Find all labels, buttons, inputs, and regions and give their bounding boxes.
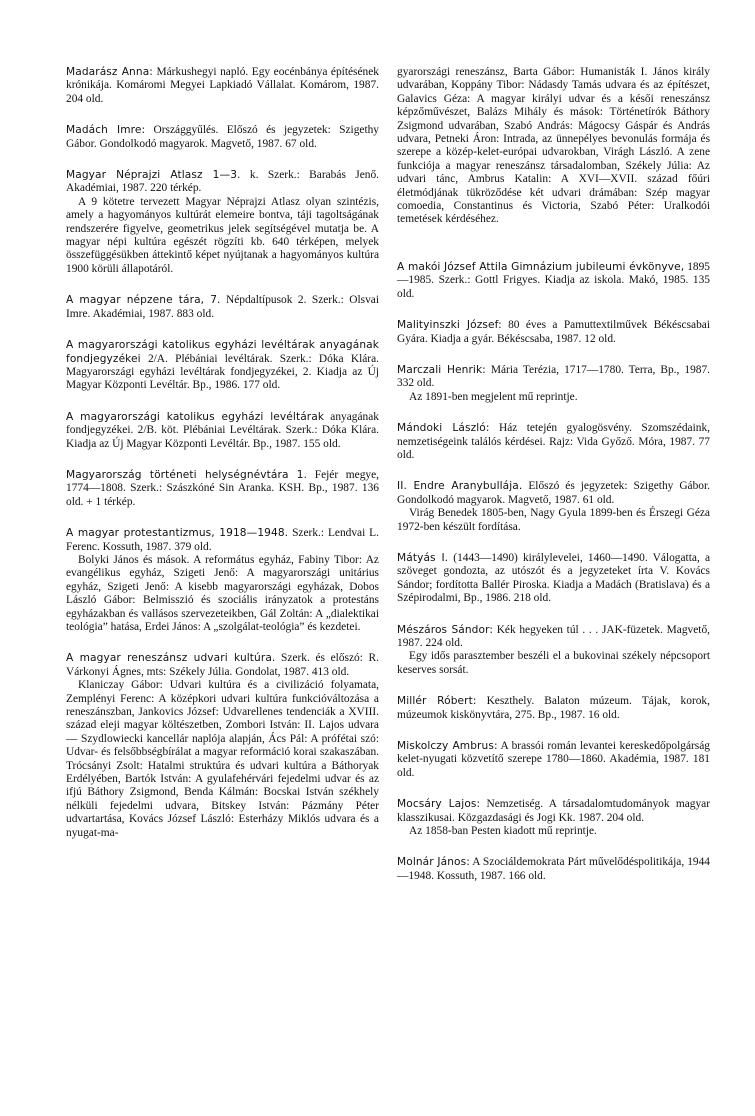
entry-body: Márkushegyi napló. Egy eocénbánya építésének krónikája. Komáromi Megyei Lapkiadó Vállalat. Komárom, 1987. 204 old.	[66, 66, 379, 105]
entry-head: Madách Imre:	[66, 124, 146, 137]
entry	[66, 527, 379, 634]
entry	[397, 856, 710, 883]
entry	[397, 422, 710, 462]
entry	[397, 798, 710, 838]
entry-annotation: Bolyki János és mások. A református egyház, Fabiny Tibor: Az evangélikus egyház, Szigeti Jenő: A magyarországi unitárius egyház, Szigeti Jenő: A kisebb magyarországi egyházak, Dobos László Gábor: Belmisszió és szociális irányzatok a protestáns egyházakban és vallásos szervezeteikben, Gál Zoltán: A „dialektikai teológia” hatása, Erdei János: A „szolgálat-teológia” és kezdetei.	[66, 553, 379, 633]
entry-head: Mándoki László:	[397, 422, 490, 435]
entry	[66, 339, 379, 393]
entry	[397, 552, 710, 606]
entry	[66, 66, 379, 106]
entry	[397, 261, 710, 301]
entry-body: 1895—1985. Szerk.: Gottl Frigyes. Kiadja az iskola. Makó, 1985. 135 old.	[397, 260, 710, 300]
entry-body: Fejér megye, 1774—1808. Szerk.: Szászkóné Sin Aranka. KSH. Bp., 1987. 136 old. + 1 térkép.	[66, 468, 379, 508]
entry-head: Magyar Néprajzi Atlasz 1—3.	[66, 169, 241, 182]
entry-head: Marczali Henrik:	[397, 363, 486, 376]
entry-body: Országgyűlés. Előszó és jegyzetek: Szigethy Gábor. Gondolkodó magyarok. Magvető, 1987. 67 old.	[66, 124, 379, 150]
entry	[66, 411, 379, 451]
entry-annotation: Klaniczay Gábor: Udvari kultúra és a civilizáció folyamata, Zemplényi Ferenc: A középkori udvari kultúra funkcióváltozása a reneszánszban, Jankovics József: Udvarellenes tendenciák a XVIII. század eleji magyar költészetben, Zombori István: II. Lajos udvara — Szydlowiecki kancellár naplója alapján, Ács Pál: A prófétai szó: Udvar- és felsőbbségbírálat a magyar reformáció korai szakaszában. Trócsányi Zsolt: Hatalmi struktúra és udvari kultúra a Báthoryak Erdélyében, Bartók István: A gyulafehérvári fejedelmi udvar és az ifjú Báthory Zsigmond, Benda Kálmán: Bocskai István székhely nélküli fejedelmi udvara, Bitskey István: Pázmány Péter udvartartása, Kovács József László: Esterházy Miklós udvara és a nyugat-ma-	[66, 679, 379, 839]
entry	[66, 294, 379, 321]
left-column	[66, 66, 379, 858]
entry	[397, 364, 710, 404]
entry	[397, 740, 710, 780]
entry-body: Ház tetején gyalogösvény. Szomszédaink, nemzetiségeink találós kérdései. Rajz: Vida Győző. Móra, 1987. 77 old.	[397, 422, 711, 461]
entry-head: A magyar protestantizmus, 1918—1948.	[66, 527, 289, 540]
entry-body: Szerk.: Lendvai L. Ferenc. Kossuth, 1987. 379 old.	[66, 527, 379, 553]
entry-head: A magyarországi katolikus egyházi levéltárak anyagának fondjegyzékei	[66, 339, 379, 365]
entry-head: Molnár János:	[397, 856, 470, 869]
entry	[66, 652, 379, 840]
entry-annotation: Az 1891-ben megjelent mű reprintje.	[409, 390, 578, 403]
entry-body: 80 éves a Pamuttextilművek Békéscsabai Gyára. Kiadja a gyár. Békéscsaba, 1987. 12 old.	[397, 319, 710, 345]
entry	[66, 169, 379, 276]
entry-head: A magyarországi katolikus egyházi levéltárak	[66, 410, 325, 423]
entry-head: A makói József Attila Gimnázium jubileumi évkönyve,	[397, 260, 685, 273]
entry-annotation: Virág Benedek 1805-ben, Nagy Gyula 1899-ben és Érszegi Géza 1972-ben készült fordítása.	[397, 507, 710, 533]
entry-head: II. Endre Aranybullája.	[397, 480, 523, 493]
entry	[397, 695, 710, 722]
entry	[397, 624, 710, 678]
entry-body: Keszthely. Balaton múzeum. Tájak, korok, múzeumok kiskönyvtára, 275. Bp., 1987. 16 old.	[397, 695, 710, 721]
entry-annotation: Az 1858-ban Pesten kiadott mű reprintje.	[409, 825, 597, 838]
entry-head: Magyarország történeti helységnévtára 1.	[66, 468, 308, 481]
entry-body: 2/A. Plébániai levéltárak. Szerk.: Dóka Klára. Magyarországi egyházi levéltárak fondjegyzékei, 2. Kiadja az Új Magyar Központi Levéltár. Bp., 1986. 177 old.	[66, 352, 379, 392]
entry	[66, 124, 379, 151]
entry-head: Mocsáry Lajos:	[397, 798, 481, 811]
entry-body: k. Szerk.: Barabás Jenő. Akadémiai, 1987. 220 térkép.	[66, 169, 379, 195]
entry-head: A magyar népzene tára, 7.	[66, 294, 221, 307]
entry-body: (1443—1490) királylevelei, 1460—1490. Válogatta, a szöveget gondozta, az utószót és a jegyzeteket írta V. Kovács Sándor; fordította Ballér Piroska. Kiadja a Madách (Bratislava) és a Szépirodalmi, Bp., 1986. 218 old.	[397, 551, 711, 605]
entry	[397, 480, 710, 534]
entry-body: A Szociáldemokrata Párt művelődéspolitikája, 1944—1948. Kossuth, 1987. 166 old.	[397, 856, 710, 882]
entry-body: Kék hegyeken túl . . . JAK-füzetek. Magvető, 1987. 224 old.	[397, 623, 710, 649]
entry-head: Mészáros Sándor:	[397, 623, 494, 636]
entry-body: A brassói román levantei kereskedőpolgárság kelet-nyugati közvetítő szerepe 1780—1860. Akadémia, 1987. 181 old.	[397, 740, 710, 779]
entry-head: Millér Róbert:	[397, 695, 477, 708]
entry	[66, 469, 379, 509]
entry-head: Mátyás I.	[397, 551, 449, 564]
entry-body: Mária Terézia, 1717—1780. Terra, Bp., 1987. 332 old.	[397, 363, 711, 390]
entry-head: Miskolczy Ambrus:	[397, 740, 498, 753]
entry-annotation: Egy idős parasztember beszéli el a bukovinai székely népcsoport keserves sorsát.	[397, 650, 710, 676]
entry-body: Nemzetiség. A társadalomtudományok magyar klasszikusai. Közgazdasági és Jogi Kk. 1987. 204 old.	[397, 798, 710, 824]
right-column	[397, 66, 710, 901]
entry-head: Madarász Anna:	[66, 66, 153, 78]
entry-continuation	[397, 66, 710, 227]
entry-annotation: A 9 kötetre tervezett Magyar Néprajzi Atlasz olyan szintézis, amely a hagyományos kultúrát elemeire bontva, táji tagoltságának rendszerére figyelve, geometrikus jelek segítségével mutatja be. A magyar népi kultúra egészét rögzíti kb. 640 térképen, melyek összefüggésükben áttekintő képet nyújtanak a hagyományos kultúra 1900 körüli állapotáról.	[66, 195, 379, 275]
entry-body: gyarországi reneszánsz, Barta Gábor: Humanisták I. János király udvarában, Koppány Tibor: Nádasdy Tamás udvara és az építészet, Galavics Géza: A magyar királyi udvar és a késői reneszánsz képzőművészet, Balázs Mihály és mások: Történetírók Báthory Zsigmond udvarában, Szabó András: Mágocsy Gáspár és András udvara, Petneki Áron: Intrada, az ünnepélyes bevonulás formája és szerepe a közép-kelet-európai udvarokban, Virágh László. A zene funkciója a magyar reneszánsz társadalomban, Székely Júlia: Az udvari tánc, Ambrus Katalin: A XVI—XVII. század főúri életmódjának tükröződése két udvari drámában: Szép magyar comoedia, Constantinus és Victoria, Szabó Péter: Uralkodói temetések kérdéséhez.	[397, 66, 710, 226]
entry-head: Malityinszki József:	[397, 319, 502, 332]
entry-body: anyagának fondjegyzékei. 2/B. köt. Plébániai Levéltárak. Szerk.: Dóka Klára. Kiadja az Új Magyar Központi Levéltár. Bp., 1987. 155 old.	[66, 410, 379, 450]
entry-body: Népdaltípusok 2. Szerk.: Olsvai Imre. Akadémiai, 1987. 883 old.	[66, 294, 380, 320]
entry-body: Előszó és jegyzetek: Szigethy Gábor. Gondolkodó magyarok. Magvető, 1987. 61 old.	[397, 480, 711, 506]
entry	[397, 319, 710, 346]
entry-head: A magyar reneszánsz udvari kultúra.	[66, 652, 276, 665]
entry-body: Szerk. és előszó: R. Várkonyi Ágnes, mts: Székely Júlia. Gondolat, 1987. 413 old.	[66, 652, 379, 678]
